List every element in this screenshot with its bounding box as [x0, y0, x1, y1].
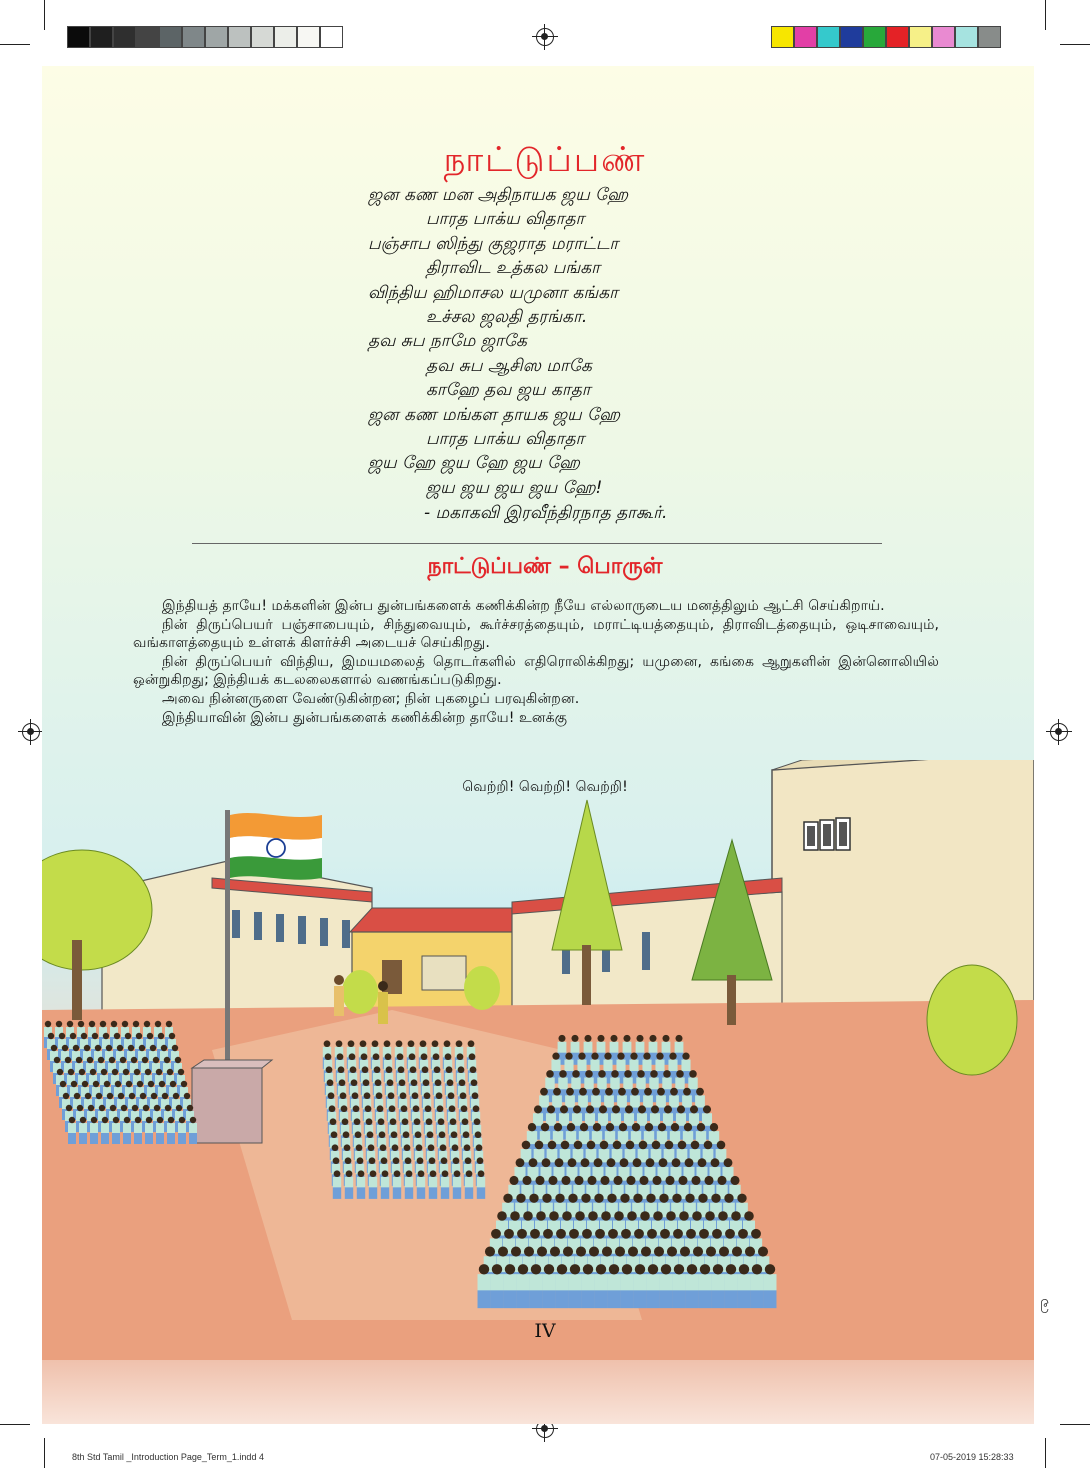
color-swatch: [297, 26, 320, 48]
student-figure: [79, 1117, 87, 1144]
student-figure: [491, 1264, 504, 1308]
divider: [192, 543, 882, 544]
student-figure: [429, 1170, 437, 1199]
color-swatch: [113, 26, 136, 48]
anthem-line: உச்சல ஜலதி தரங்கா.: [426, 307, 588, 328]
student-figure: [673, 1264, 686, 1308]
student-figure: [405, 1170, 413, 1199]
school-assembly-illustration: [42, 760, 1034, 1360]
anthem-lyrics: [368, 183, 628, 500]
student-figure: [345, 1170, 353, 1199]
crop-mark: [1060, 44, 1090, 45]
color-bar: [771, 26, 1001, 48]
color-swatch: [228, 26, 251, 48]
student-figure: [68, 1117, 76, 1144]
registration-mark-icon: [1050, 723, 1068, 741]
student-figure: [453, 1170, 461, 1199]
footer-filename: 8th Std Tamil _Introduction Page_Term_1.indd 4: [72, 1452, 264, 1462]
anthem-line: ஜய ஜய ஜய ஜய ஹே!: [426, 477, 603, 498]
anthem-line: தவ சுப நாமே ஜாகே: [368, 331, 527, 352]
meaning-paragraph: அவை நின்னருளை வேண்டுகின்றன; நின் புகழைப் பரவுகின்றன.: [162, 690, 580, 707]
page-title: நாட்டுப்பண்: [443, 140, 647, 180]
student-figure: [90, 1117, 98, 1144]
color-swatch: [886, 26, 909, 48]
student-figure: [751, 1264, 764, 1308]
anthem-line: ஜய ஹே ஜய ஹே ஜய ஹே: [368, 453, 580, 474]
student-figure: [145, 1117, 153, 1144]
anthem-line: தவ சுப ஆசிஸ மாகே: [426, 355, 592, 376]
page-number: IV: [534, 1320, 556, 1342]
color-swatch: [978, 26, 1001, 48]
meaning-heading: நாட்டுப்பண் – பொருள்: [427, 554, 663, 579]
crop-mark: [44, 1438, 45, 1468]
student-figure: [189, 1117, 197, 1144]
meaning-paragraph: நின் திருப்பெயர் விந்திய, இமயமலைத் தொடர்களில் எதிரொலிக்கிறது; யமுனை, கங்கை ஆறுகளின் இன்னொலியில் ஒன்றுகிறது; இந்தியக் கடலலைகளால் வணங்கப்படுகிறது.: [133, 653, 939, 689]
student-figure: [333, 1170, 341, 1199]
anthem-line: திராவிட உத்கல பங்கா: [426, 258, 601, 279]
color-swatch: [90, 26, 113, 48]
meaning-paragraph: இந்தியத் தாயே! மக்களின் இன்ப துன்பங்களைக் கணிக்கின்ற நீயே எல்லாருடைய மனத்திலும் ஆட்சி செய்கிறாய்.: [162, 598, 885, 614]
color-swatch: [932, 26, 955, 48]
student-figure: [393, 1170, 401, 1199]
student-figure: [712, 1264, 725, 1308]
author-credit: - மகாகவி இரவீந்திரநாத தாகூர்.: [424, 503, 668, 523]
student-figure: [699, 1264, 712, 1308]
crop-mark: [0, 1424, 30, 1425]
student-figure: [634, 1264, 647, 1308]
color-swatch: [67, 26, 90, 48]
crop-mark: [1045, 1438, 1046, 1468]
student-figure: [725, 1264, 738, 1308]
crop-mark: [0, 44, 30, 45]
student-figure: [556, 1264, 569, 1308]
anthem-line: பஞ்சாப ஸிந்து குஜராத மராட்டா: [368, 233, 619, 254]
student-figure: [101, 1117, 109, 1144]
crop-mark: [1060, 1424, 1090, 1425]
crop-mark: [44, 0, 45, 30]
student-figure: [167, 1117, 175, 1144]
color-swatch: [251, 26, 274, 48]
meaning-text: [133, 597, 939, 727]
student-figure: [134, 1117, 142, 1144]
student-figure: [608, 1264, 621, 1308]
student-figure: [738, 1264, 751, 1308]
gray-color-bar: [67, 26, 343, 48]
student-figure: [357, 1170, 365, 1199]
color-swatch: [274, 26, 297, 48]
crop-mark: [1045, 0, 1046, 30]
anthem-line: விந்திய ஹிமாசல யமுனா கங்கா: [368, 282, 619, 303]
student-figure: [543, 1264, 556, 1308]
student-figure: [178, 1117, 186, 1144]
student-figure: [504, 1264, 517, 1308]
student-figure: [660, 1264, 673, 1308]
color-swatch: [320, 26, 343, 48]
registration-mark-icon: [536, 28, 554, 46]
color-swatch: [817, 26, 840, 48]
color-swatch: [794, 26, 817, 48]
color-swatch: [159, 26, 182, 48]
meaning-paragraph: இந்தியாவின் இன்ப துன்பங்களைக் கணிக்கின்ற தாயே! உனக்கு: [162, 709, 568, 726]
student-figure: [686, 1264, 699, 1308]
color-swatch: [840, 26, 863, 48]
color-swatch: [771, 26, 794, 48]
color-swatch: [955, 26, 978, 48]
color-swatch: [909, 26, 932, 48]
footer-timestamp: 07-05-2019 15:28:33: [930, 1452, 1014, 1462]
student-figure: [381, 1170, 389, 1199]
color-swatch: [182, 26, 205, 48]
color-swatch: [136, 26, 159, 48]
student-figure: [764, 1264, 777, 1308]
student-figure: [156, 1117, 164, 1144]
anthem-line: பாரத பாக்ய விதாதா: [426, 429, 585, 450]
student-figure: [647, 1264, 660, 1308]
anthem-line: ஜன கண மங்கள தாயக ஜய ஹே: [368, 404, 621, 425]
student-figure: [517, 1264, 530, 1308]
meaning-paragraph: நின் திருப்பெயர் பஞ்சாபையும், சிந்துவையும், கூர்ச்சரத்தையும், மராட்டியத்தையும், திராவிடத்தையும், ஒடிசாவையும், வங்காளத்தையும் உள்ளக் கிளர்ச்சி அடையச் செய்கிறது.: [133, 616, 939, 652]
student-figure: [582, 1264, 595, 1308]
student-figure: [530, 1264, 543, 1308]
registration-mark-icon: [22, 723, 40, 741]
color-swatch: [863, 26, 886, 48]
color-swatch: [205, 26, 228, 48]
anthem-line: பாரத பாக்ய விதாதா: [426, 209, 585, 230]
anthem-line: காஹே தவ ஜய காதா: [426, 380, 591, 401]
student-figure: [595, 1264, 608, 1308]
anthem-line: ஜன கண மன அதிநாயக ஜய ஹே: [368, 185, 629, 205]
student-figure: [478, 1264, 491, 1308]
student-figure: [569, 1264, 582, 1308]
student-figure: [369, 1170, 377, 1199]
student-figure: [112, 1117, 120, 1144]
student-figure: [621, 1264, 634, 1308]
student-figure: [123, 1117, 131, 1144]
student-figure: [417, 1170, 425, 1199]
student-figure: [465, 1170, 473, 1199]
student-figure: [441, 1170, 449, 1199]
side-mark: ၉: [1040, 1291, 1049, 1310]
victory-line: வெற்றி! வெற்றி! வெற்றி!: [462, 779, 628, 795]
student-figure: [477, 1170, 485, 1199]
